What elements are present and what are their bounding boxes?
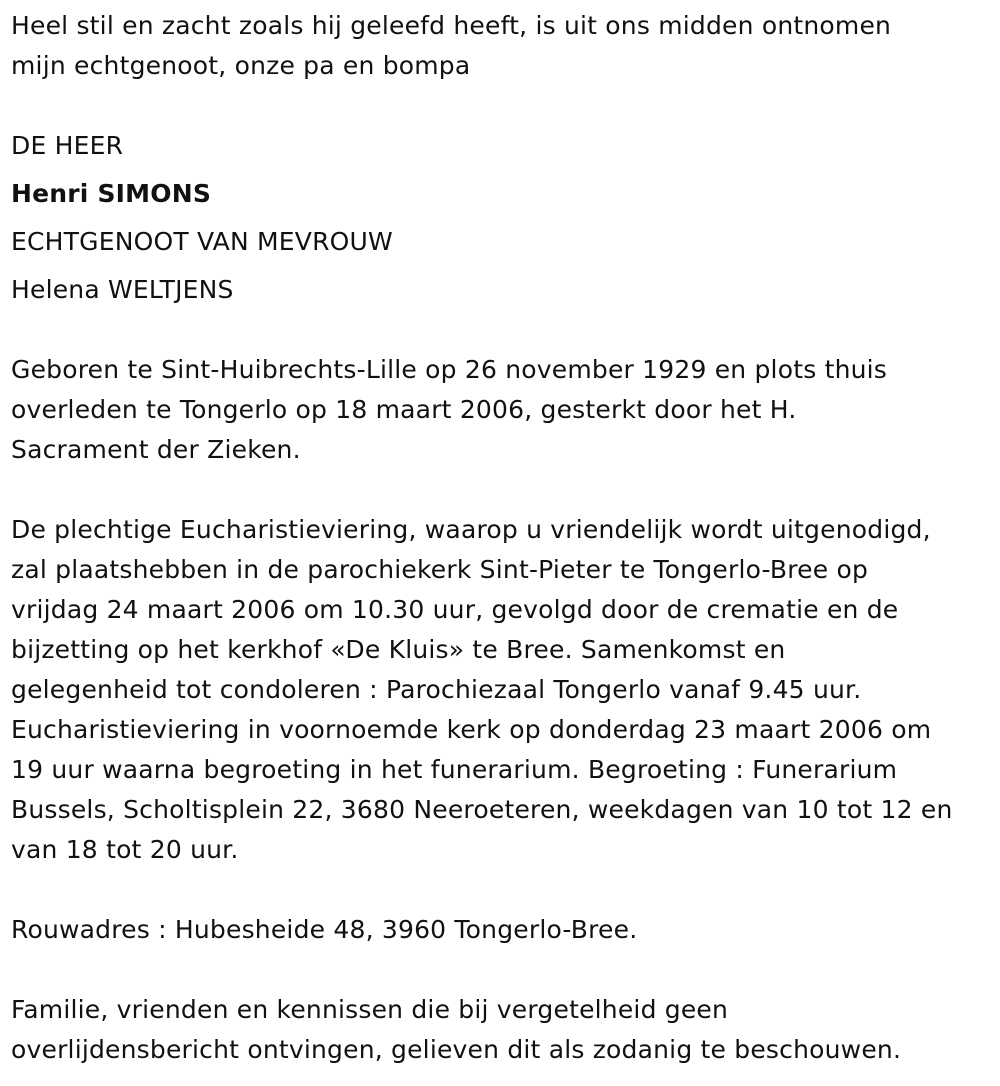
deceased-name-block <box>11 122 996 314</box>
obituary-notice <box>11 6 996 1070</box>
spouse-label: ECHTGENOOT VAN MEVROUW <box>11 227 393 256</box>
mourning-address: Rouwadres : Hubesheide 48, 3960 Tongerlo-Bree. <box>11 915 638 944</box>
spacer <box>11 470 996 510</box>
title-prefix: DE HEER <box>11 131 124 160</box>
deceased-name: Henri SIMONS <box>11 179 212 208</box>
spacer <box>11 870 996 910</box>
spacer <box>11 310 996 350</box>
intro-paragraph: Heel stil en zacht zoals hij geleefd heeft, is uit ons midden ontnomen mijn echtgenoot, onze pa en bompa <box>11 11 892 80</box>
birth-death-paragraph: Geboren te Sint-Huibrechts-Lille op 26 november 1929 en plots thuis overleden te Tongerlo op 18 maart 2006, gesterkt door het H. Sacrament der Zieken. <box>11 355 888 464</box>
closing-paragraph: Familie, vrienden en kennissen die bij vergetelheid geen overlijdensbericht ontvingen, gelieven dit als zodanig te beschouwen. <box>11 995 902 1064</box>
ceremony-paragraph: De plechtige Eucharistieviering, waarop u vriendelijk wordt uitgenodigd, zal plaatshebben in de parochiekerk Sint-Pieter te Tongerlo-Bree op vrijdag 24 maart 2006 om 10.30 uur, gevolgd door de crematie en de bijzetting op het kerkhof «De Kluis» te Bree. Samenkomst en gelegenheid tot condoleren : Parochiezaal Tongerlo vanaf 9.45 uur. Eucharistieviering in voornoemde kerk op donderdag 23 maart 2006 om 19 uur waarna begroeting in het funerarium. Begroeting : Funerarium Bussels, Scholtisplein 22, 3680 Neeroeteren, weekdagen van 10 tot 12 en van 18 tot 20 uur. <box>11 515 953 864</box>
spacer <box>11 86 996 126</box>
spacer <box>11 950 996 990</box>
spouse-name: Helena WELTJENS <box>11 275 234 304</box>
